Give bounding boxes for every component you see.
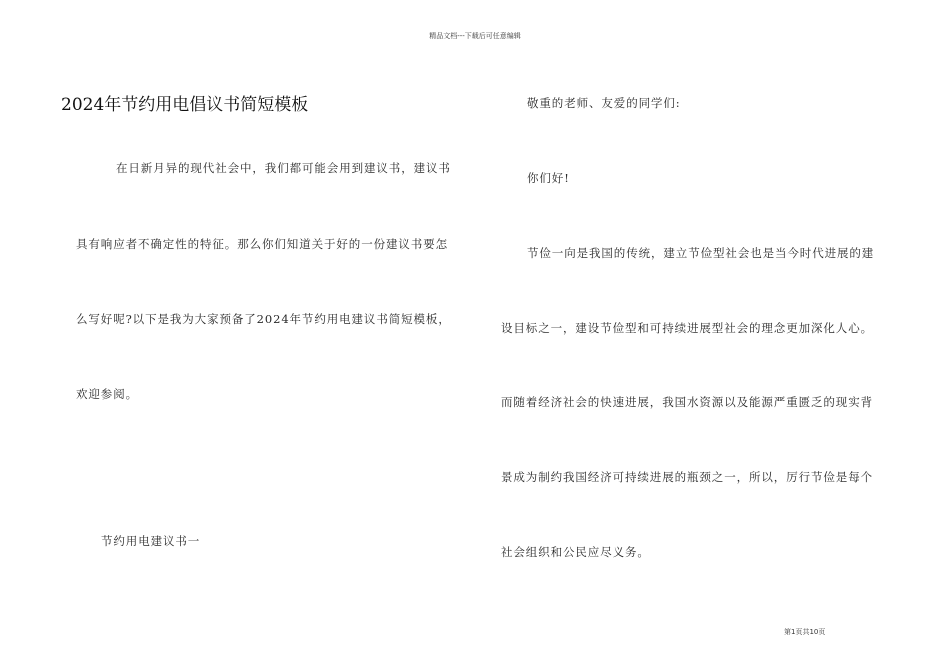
- intro-line: 欢迎参阅。: [76, 387, 138, 401]
- letter-salutation: 敬重的老师、友爱的同学们:: [527, 96, 681, 110]
- letter-body-line: 节俭一向是我国的传统，建立节俭型社会也是当今时代进展的建: [527, 246, 875, 260]
- letter-greeting: 你们好!: [527, 171, 570, 185]
- page-indicator: 第1页共10页: [784, 628, 826, 636]
- intro-line: 在日新月异的现代社会中，我们都可能会用到建议书，建议书: [116, 161, 451, 175]
- letter-body-line: 设目标之一，建设节俭型和可持续进展型社会的理念更加深化人心。: [501, 321, 873, 335]
- letter-body-line: 社会组织和公民应尽义务。: [501, 545, 650, 559]
- document-header-note: 精品文档---下载后可任意编辑: [429, 32, 521, 40]
- document-title: 2024年节约用电倡议书简短模板: [61, 95, 309, 115]
- letter-body-line: 景成为制约我国经济可持续进展的瓶颈之一，所以，厉行节俭是每个: [501, 470, 873, 484]
- intro-line: 么写好呢?以下是我为大家预备了2024年节约用电建议书简短模板，: [76, 312, 451, 326]
- intro-line: 具有响应者不确定性的特征。那么你们知道关于好的一份建议书要怎: [76, 237, 448, 251]
- section-heading: 节约用电建议书一: [101, 534, 201, 548]
- letter-body-line: 而随着经济社会的快速进展，我国水资源以及能源严重匮乏的现实背: [501, 395, 873, 409]
